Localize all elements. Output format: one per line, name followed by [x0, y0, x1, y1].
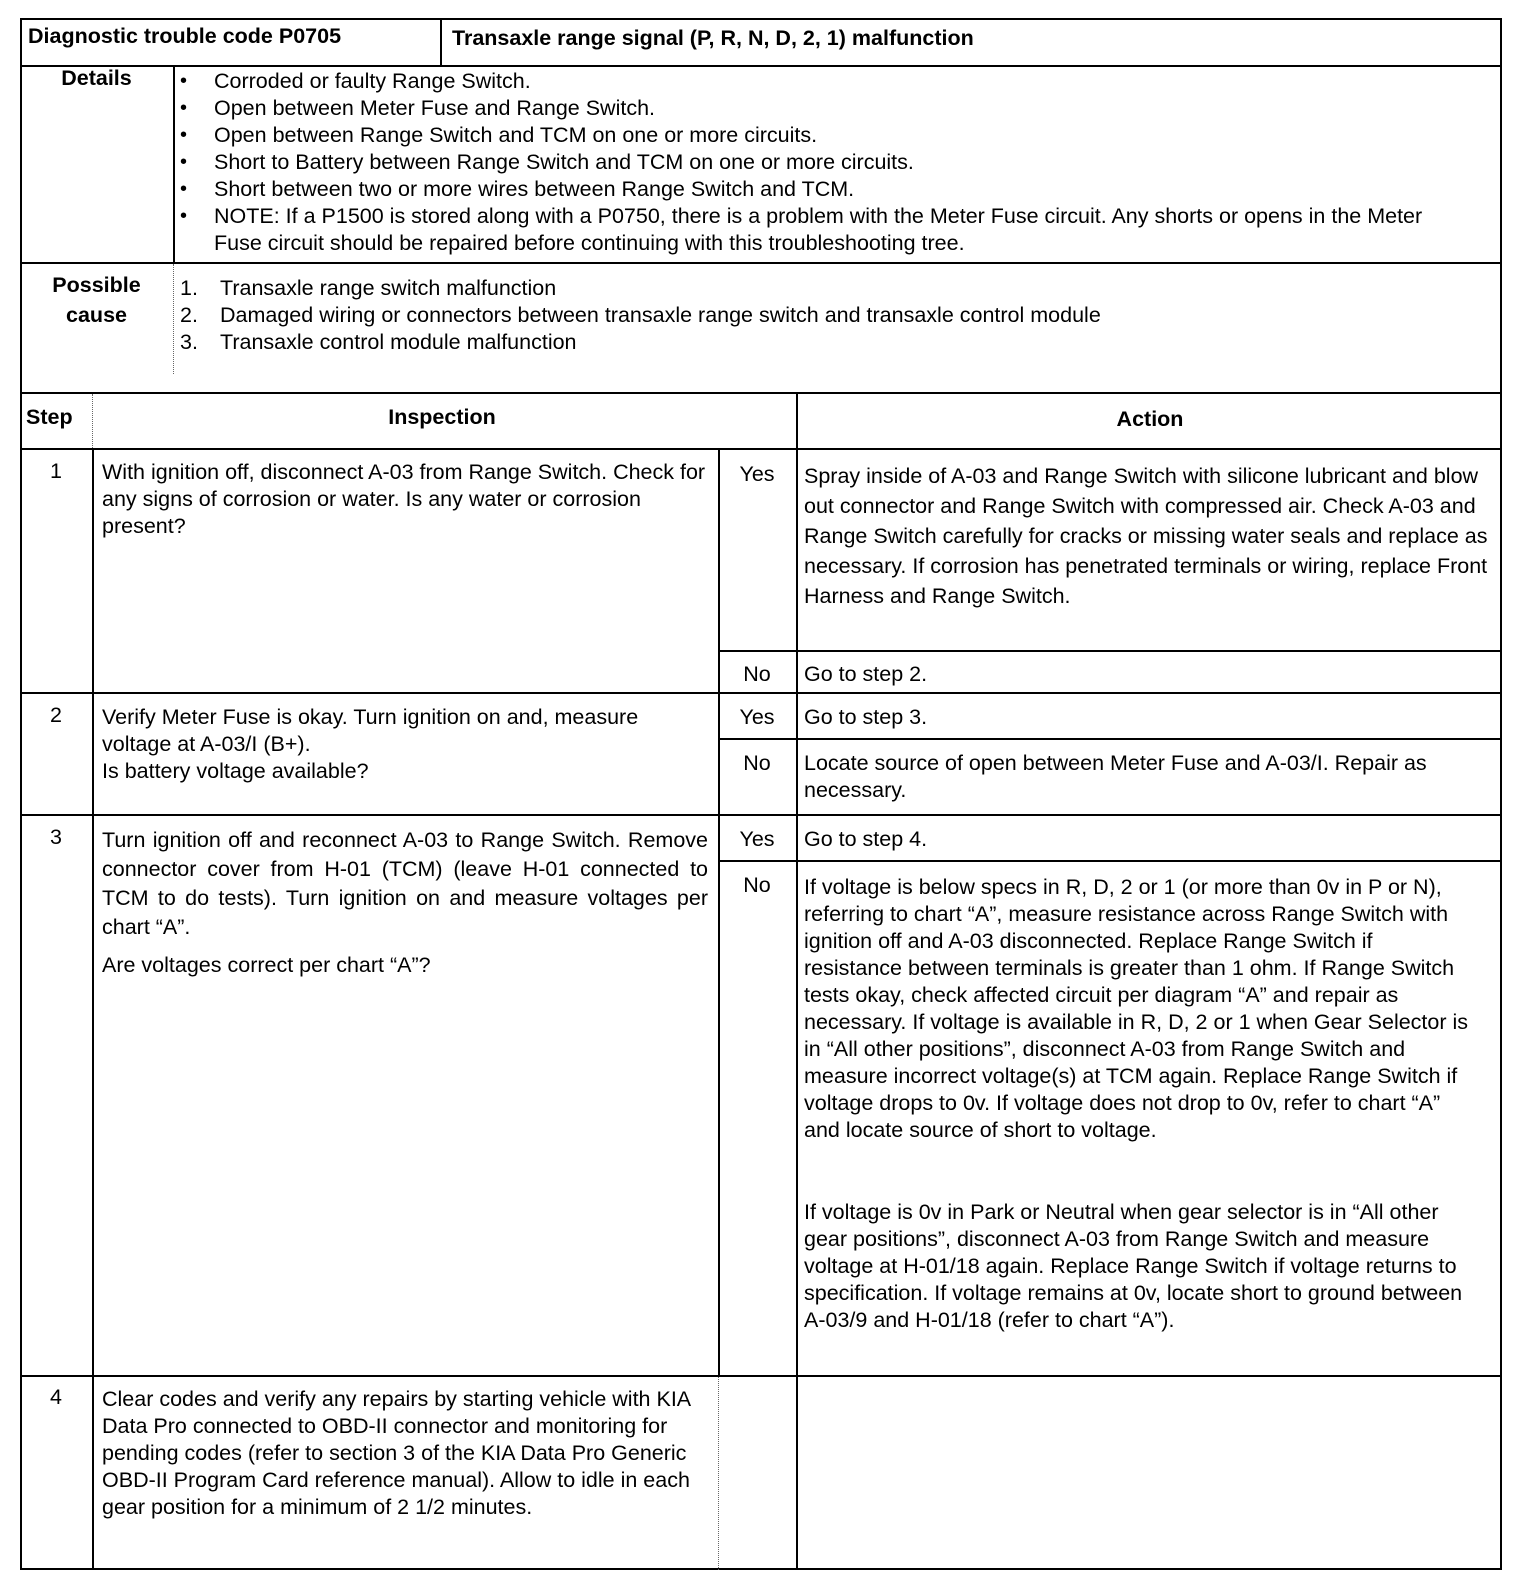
step-column-divider [92, 448, 94, 1570]
step1-bottom-line [20, 692, 1502, 694]
no-label: No [743, 873, 771, 897]
col-head-step: Step [26, 405, 73, 429]
details-item: • Short between two or more wires between Range Switch and TCM. [176, 176, 1476, 203]
cause-label-line2: cause [66, 303, 127, 327]
head-action-divider [796, 394, 798, 450]
details-label: Details [61, 66, 132, 90]
step-question: Are voltages correct per chart “A”? [102, 953, 431, 977]
cause-bottom-line [20, 392, 1502, 394]
cause-divider [173, 264, 174, 374]
step-inspection: Turn ignition off and reconnect A-03 to Range Switch. Remove connector cover from H-01 (TCM) (leave H-01 connected to TCM to do tests). Turn ignition on and measure voltages per chart “A”. [102, 828, 708, 939]
step3-yesno-line [718, 860, 1502, 862]
cause-item: 2. Damaged wiring or connectors between transaxle range switch and transaxle control module [180, 303, 1101, 327]
yesno-column-divider-step4 [718, 1376, 719, 1570]
yes-action: Go to step 3. [804, 705, 928, 729]
step3-bottom-line [20, 1375, 1502, 1377]
step2-yesno-line [718, 738, 1502, 740]
details-item: • Short to Battery between Range Switch and TCM on one or more circuits. [176, 149, 1476, 176]
cause-item: 3. Transaxle control module malfunction [180, 330, 577, 354]
cause-list [176, 275, 1476, 356]
step-number: 4 [50, 1385, 62, 1409]
step-inspection: Clear codes and verify any repairs by starting vehicle with KIA Data Pro connected to OBD-II connector and monitoring for pending codes (refer to section 3 of the KIA Data Pro Generic OBD-II Program Card reference manual). Allow to idle in each gear position for a minimum of 2 1/2 minutes. [102, 1387, 690, 1519]
step-inspection: Verify Meter Fuse is okay. Turn ignition on and, measure voltage at A-03/I (B+). [102, 705, 639, 756]
details-item: • NOTE: If a P1500 is stored along with a P0750, there is a problem with the Meter Fuse circuit. Any shorts or opens in the Meter Fuse circuit should be repaired before continuing with this troubleshooting tree. [176, 203, 1429, 257]
yes-label: Yes [739, 827, 775, 851]
yes-action: Go to step 4. [804, 827, 928, 851]
action-column-divider [796, 448, 798, 1570]
step-number: 3 [50, 825, 62, 849]
cause-item: 1. Transaxle range switch malfunction [180, 276, 557, 300]
details-item: • Open between Range Switch and TCM on one or more circuits. [176, 122, 1476, 149]
no-action: Go to step 2. [804, 662, 928, 686]
yes-label: Yes [739, 705, 775, 729]
yes-label: Yes [739, 462, 775, 486]
header-divider [440, 18, 442, 66]
details-list [176, 68, 1476, 257]
col-head-action: Action [1116, 407, 1184, 431]
no-action: If voltage is below specs in R, D, 2 or 1 (or more than 0v in P or N), referring to chart “A”, measure resistance across Range Switch with ignition off and A-03 disconnected. Replace Range Switch if resistance between terminals is greater than 1 ohm. If Range Switch tests okay, check affected circuit per diagram “A” and repair as necessary. If voltage is available in R, D, 2 or 1 when Gear Selector is in “All other positions”, disconnect A-03 from Range Switch and measure incorrect voltage(s) at TCM again. Replace Range Switch if voltage drops to 0v. If voltage does not drop to 0v, refer to chart “A” and locate source of short to voltage. [804, 875, 1469, 1142]
details-item: • Corroded or faulty Range Switch. [176, 68, 1476, 95]
diagnostic-sheet [20, 18, 1502, 1570]
no-label: No [743, 662, 771, 686]
yes-action: Spray inside of A-03 and Range Switch with silicone lubricant and blow out connector and Range Switch with compressed air. Check A-03 and Range Switch carefully for cracks or missing water seals and replace as necessary. If corrosion has penetrated terminals or wiring, replace Front Harness and Range Switch. [804, 464, 1488, 608]
col-head-inspection: Inspection [388, 405, 496, 429]
details-divider [173, 65, 175, 262]
dtc-title: Transaxle range signal (P, R, N, D, 2, 1) malfunction [452, 26, 974, 50]
step1-yesno-line [718, 650, 1502, 652]
dtc-label: Diagnostic trouble code P0705 [28, 24, 342, 48]
step-inspection: With ignition off, disconnect A-03 from Range Switch. Check for any signs of corrosion or water. Is any water or corrosion present? [102, 460, 706, 538]
details-bottom-line [20, 262, 1502, 264]
no-action-continued: If voltage is 0v in Park or Neutral when gear selector is in “All other gear positions”, disconnect A-03 from Range Switch and measure voltage at H-01/18 again. Replace Range Switch if voltage returns to specification. If voltage remains at 0v, locate short to ground between A-03/9 and H-01/18 (refer to chart “A”). [804, 1200, 1463, 1332]
step2-bottom-line [20, 814, 1502, 816]
step-question: Is battery voltage available? [102, 759, 369, 783]
step-number: 1 [50, 459, 62, 483]
no-label: No [743, 751, 771, 775]
table-head-bottom-line [20, 448, 1502, 450]
yesno-column-divider [718, 448, 720, 1376]
cause-label-line1: Possible [52, 273, 141, 297]
head-step-divider [92, 394, 93, 448]
header-bottom-line [20, 65, 1502, 67]
no-action: Locate source of open between Meter Fuse and A-03/I. Repair as necessary. [804, 751, 1427, 802]
details-item: • Open between Meter Fuse and Range Switch. [176, 95, 1476, 122]
step-number: 2 [50, 703, 62, 727]
